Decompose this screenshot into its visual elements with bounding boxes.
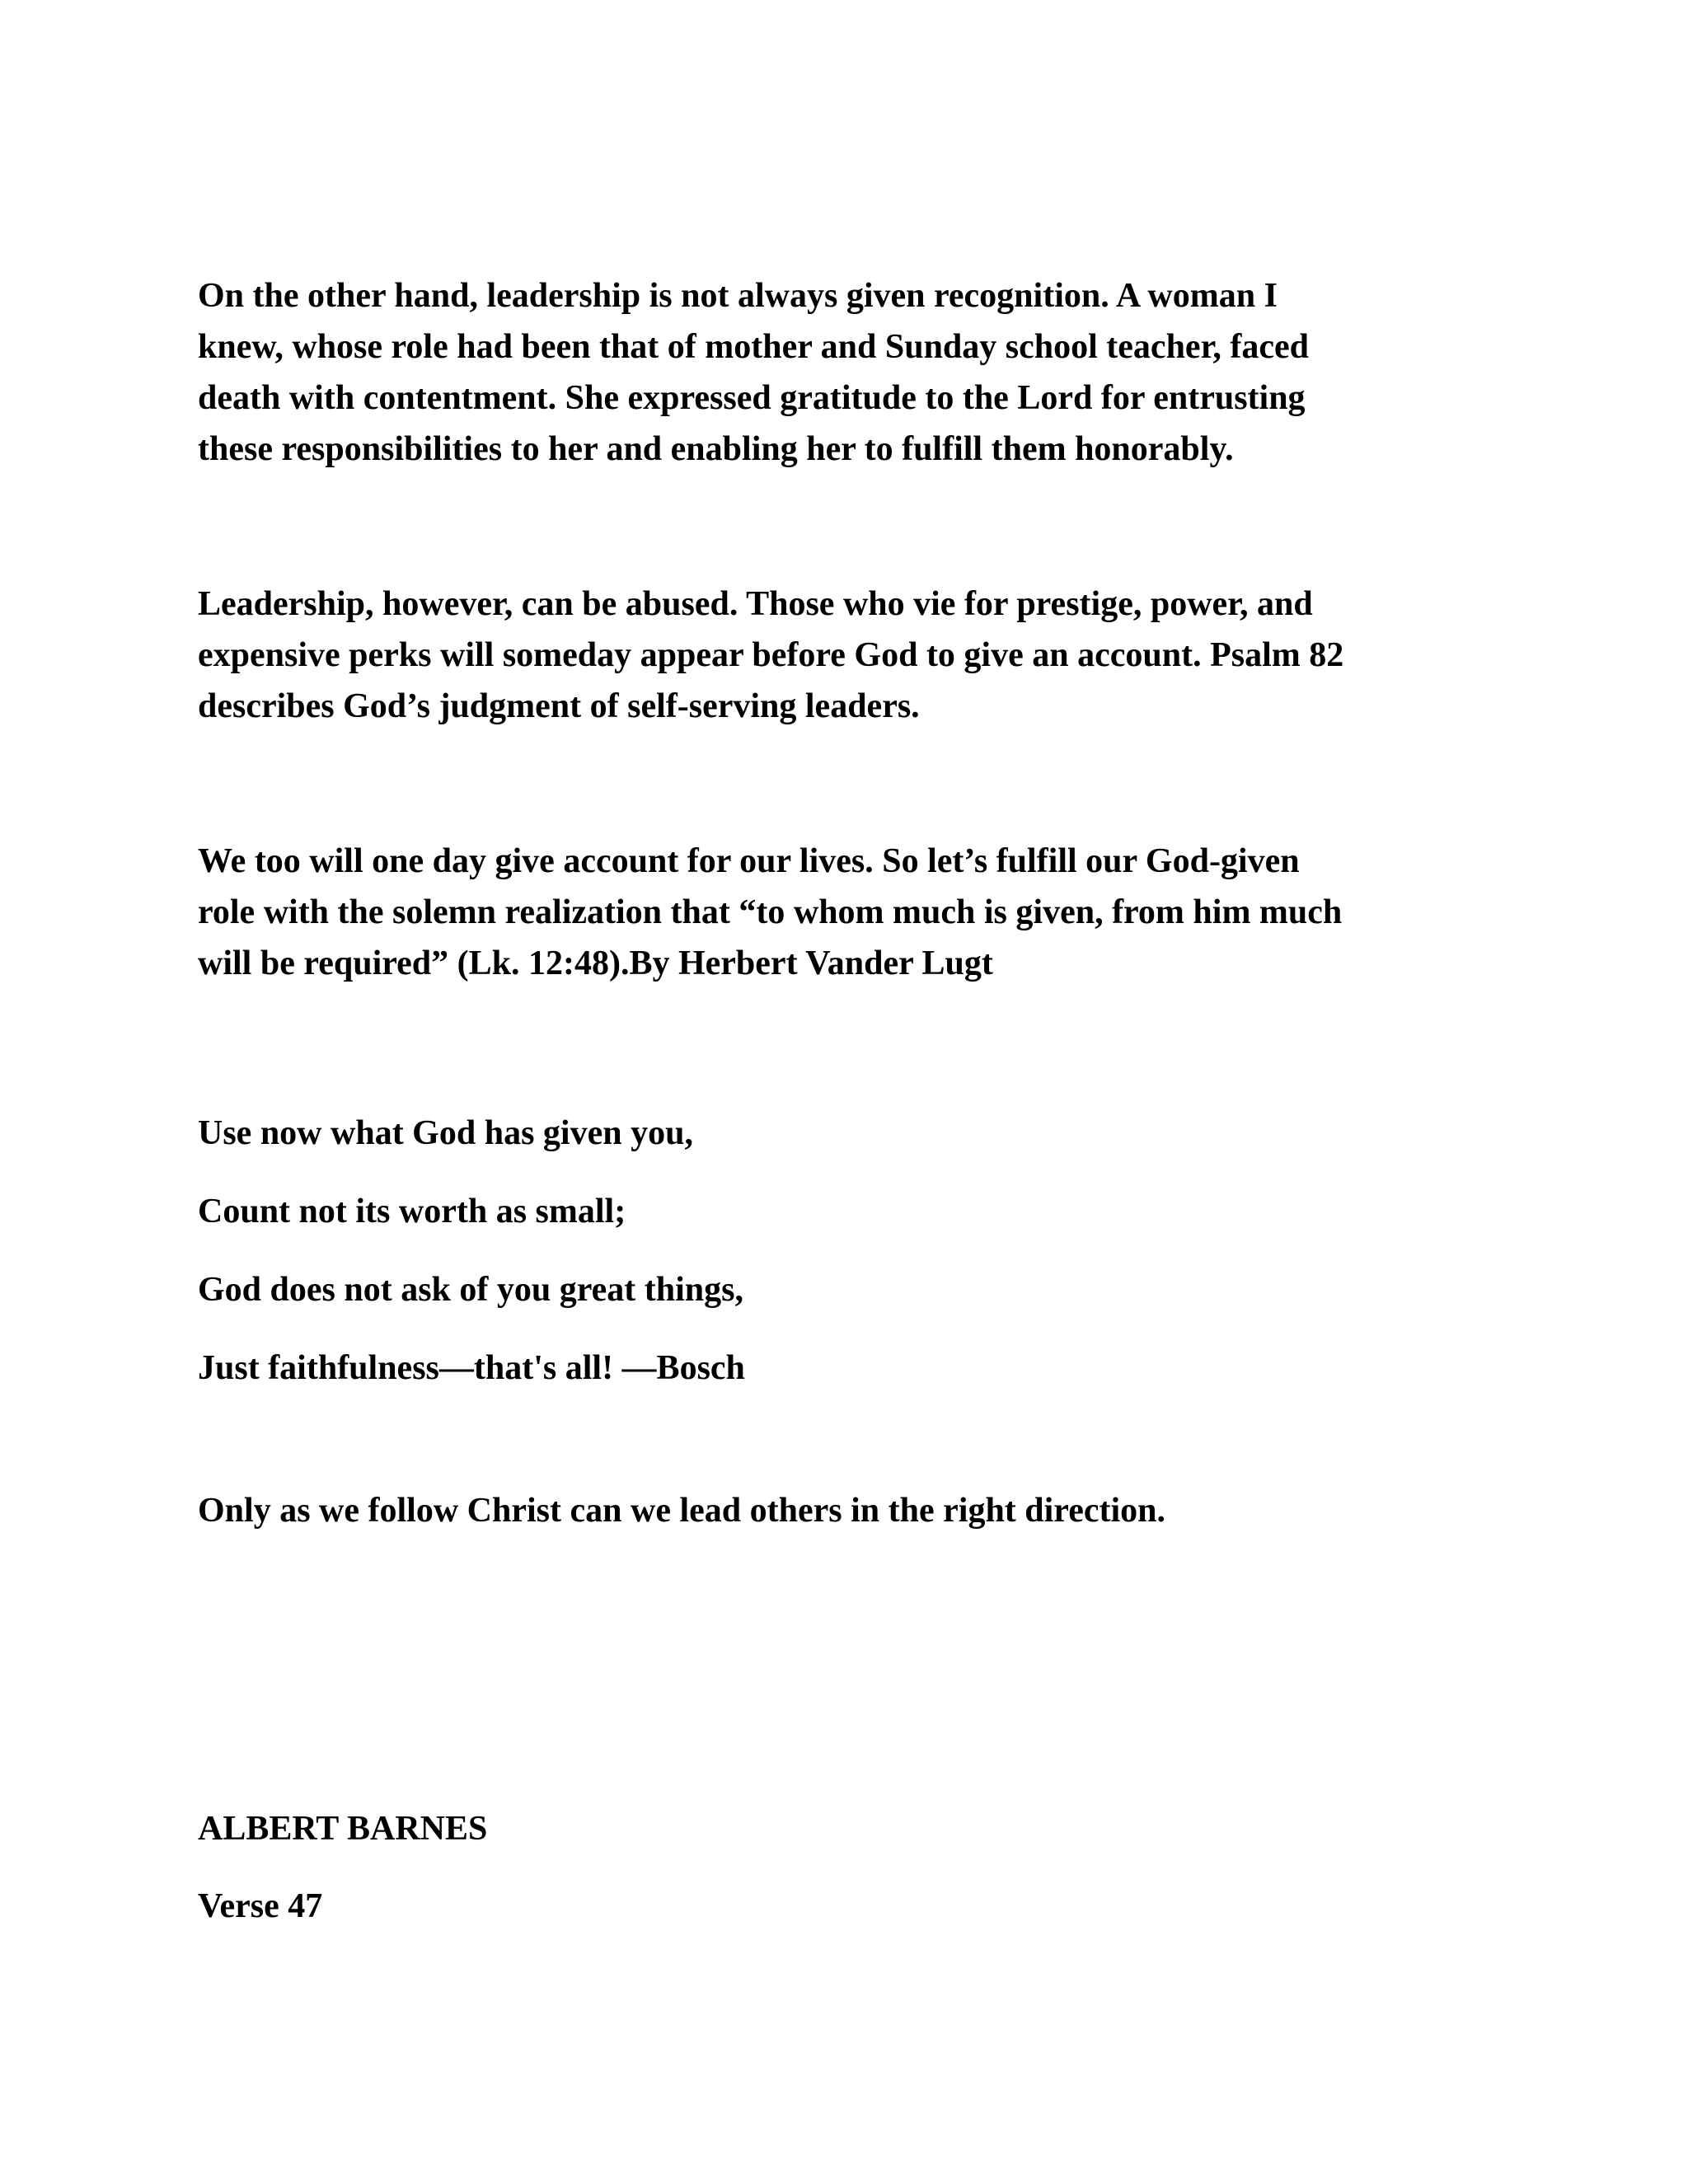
poem-line: Just faithfulness—that's all! —Bosch <box>198 1349 745 1387</box>
motto <box>198 1485 1500 1536</box>
poem-line: Count not its worth as small; <box>198 1193 626 1230</box>
section-heading <box>198 1803 1500 1854</box>
verse-label <box>198 1881 1500 1932</box>
verse-label-text: Verse 47 <box>198 1887 323 1925</box>
text-line: knew, whose role had been that of mother and Sunday school teacher, faced <box>198 328 1309 366</box>
text-line: We too will one day give account for our lives. So let’s fulfill our God-given <box>198 842 1300 880</box>
motto-text: Only as we follow Christ can we lead others in the right direction. <box>198 1492 1165 1530</box>
poem <box>198 1094 1500 1408</box>
poem-line: Use now what God has given you, <box>198 1114 693 1152</box>
text-line: expensive perks will someday appear before God to give an account. Psalm 82 <box>198 636 1344 674</box>
text-line: death with contentment. She expressed gratitude to the Lord for entrusting <box>198 379 1306 417</box>
paragraph-give-account <box>198 836 1500 989</box>
paragraph-leadership-recognition <box>198 270 1500 475</box>
text-line: describes God’s judgment of self-serving leaders. <box>198 687 920 725</box>
text-line: these responsibilities to her and enabling her to fulfill them honorably. <box>198 430 1234 468</box>
poem-line: God does not ask of you great things, <box>198 1271 743 1309</box>
text-line: Leadership, however, can be abused. Those who vie for prestige, power, and <box>198 585 1313 623</box>
section-heading-text: ALBERT BARNES <box>198 1810 488 1848</box>
text-line: role with the solemn realization that “to whom much is given, from him much <box>198 893 1343 931</box>
paragraph-leadership-abused <box>198 579 1500 732</box>
text-line: On the other hand, leadership is not always given recognition. A woman I <box>198 277 1278 315</box>
text-line: will be required” (Lk. 12:48).By Herbert Vander Lugt <box>198 944 993 982</box>
